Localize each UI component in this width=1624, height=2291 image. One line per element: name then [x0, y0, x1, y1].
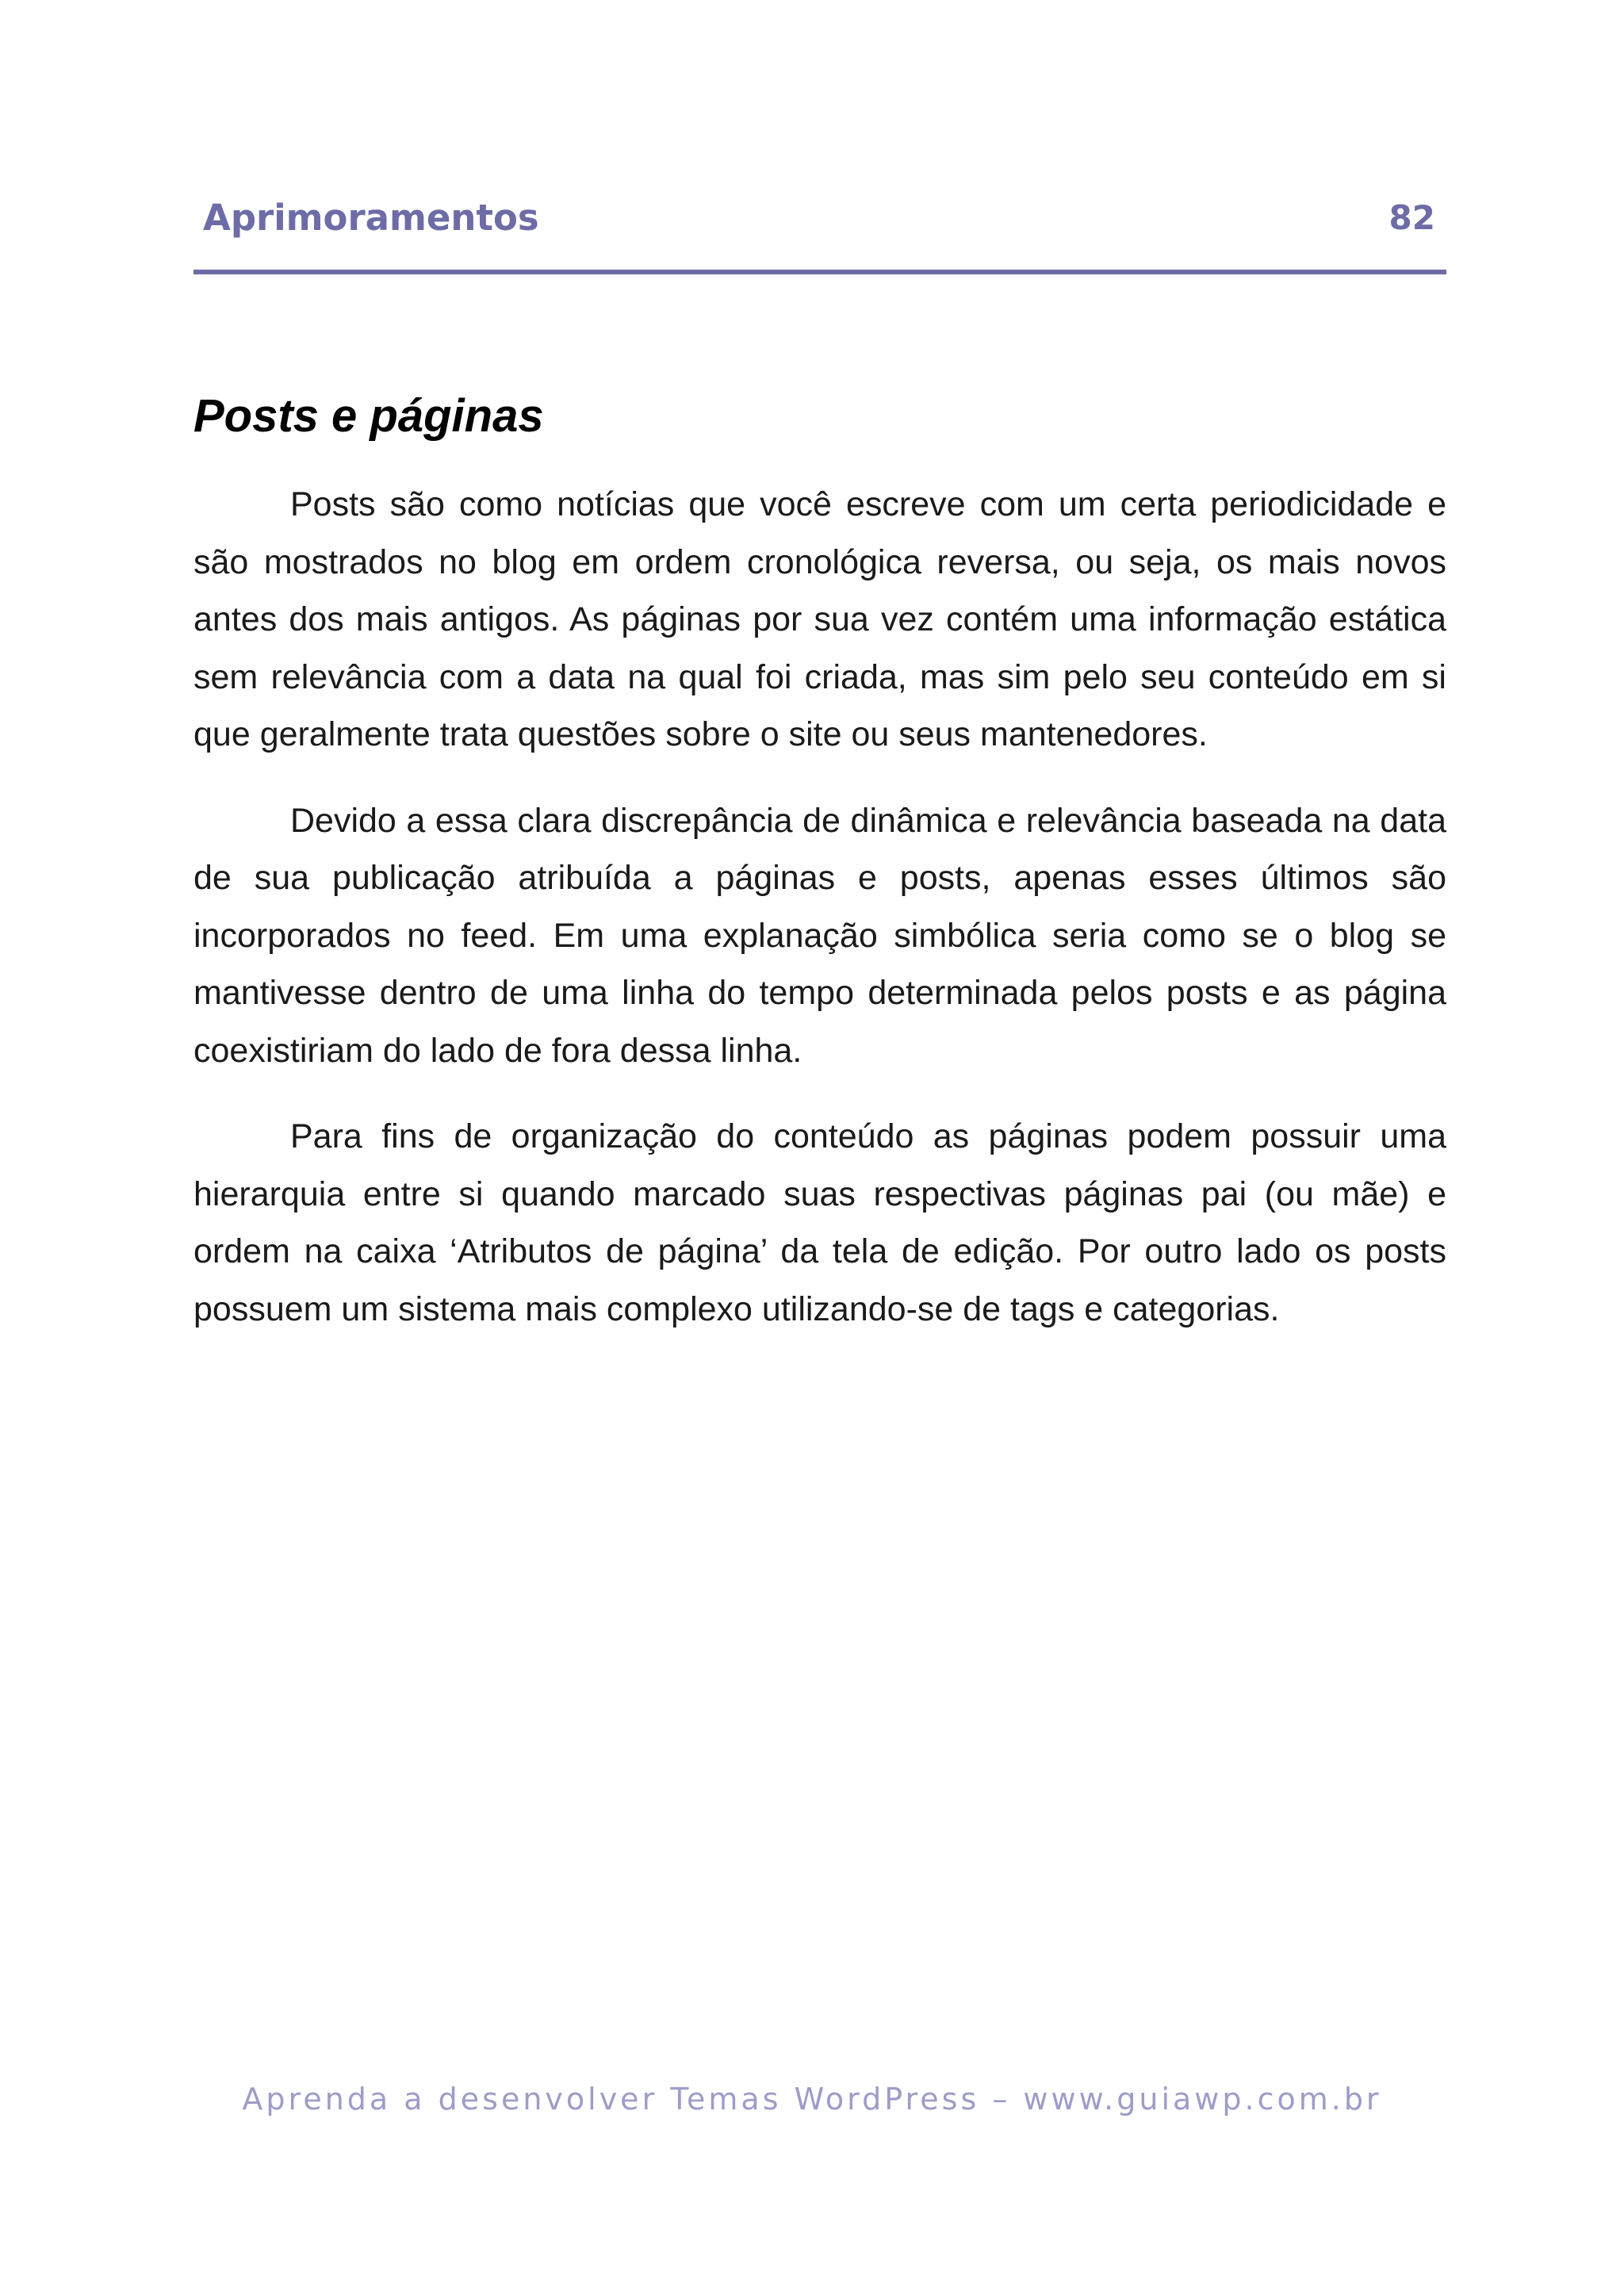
- paragraph: Para fins de organização do conteúdo as páginas podem possuir uma hierarquia entre si quando marcado suas respectivas páginas pai (ou mãe) e ordem na caixa ‘Atributos de página’ da tela de edição. Por outro lado os posts possuem um sistema mais complexo utilizando-se de tags e categorias.: [193, 1117, 1446, 1328]
- chapter-title: Aprimoramentos: [203, 197, 539, 239]
- page-footer: Aprenda a desenvolver Temas WordPress – www.guiawp.com.br: [242, 2082, 1382, 2117]
- body-text: [193, 476, 1446, 1366]
- paragraph: Posts são como notícias que você escreve com um certa periodicidade e são mostrados no blog em ordem cronológica reversa, ou seja, os mais novos antes dos mais antigos. As páginas por sua vez contém uma informação estática sem relevância com a data na qual foi criada, mas sim pelo seu conteúdo em si que geralmente trata questões sobre o site ou seus mantenedores.: [193, 485, 1446, 753]
- page-number: 82: [1388, 198, 1435, 237]
- paragraph: Devido a essa clara discrepância de dinâmica e relevância baseada na data de sua publicação atribuída a páginas e posts, apenas esses últimos são incorporados no feed. Em uma explanação simbólica seria como se o blog se mantivesse dentro de uma linha do tempo determinada pelos posts e as página coexistiriam do lado de fora dessa linha.: [193, 801, 1446, 1070]
- section-title: Posts e páginas: [193, 390, 544, 442]
- header-divider: [193, 270, 1446, 274]
